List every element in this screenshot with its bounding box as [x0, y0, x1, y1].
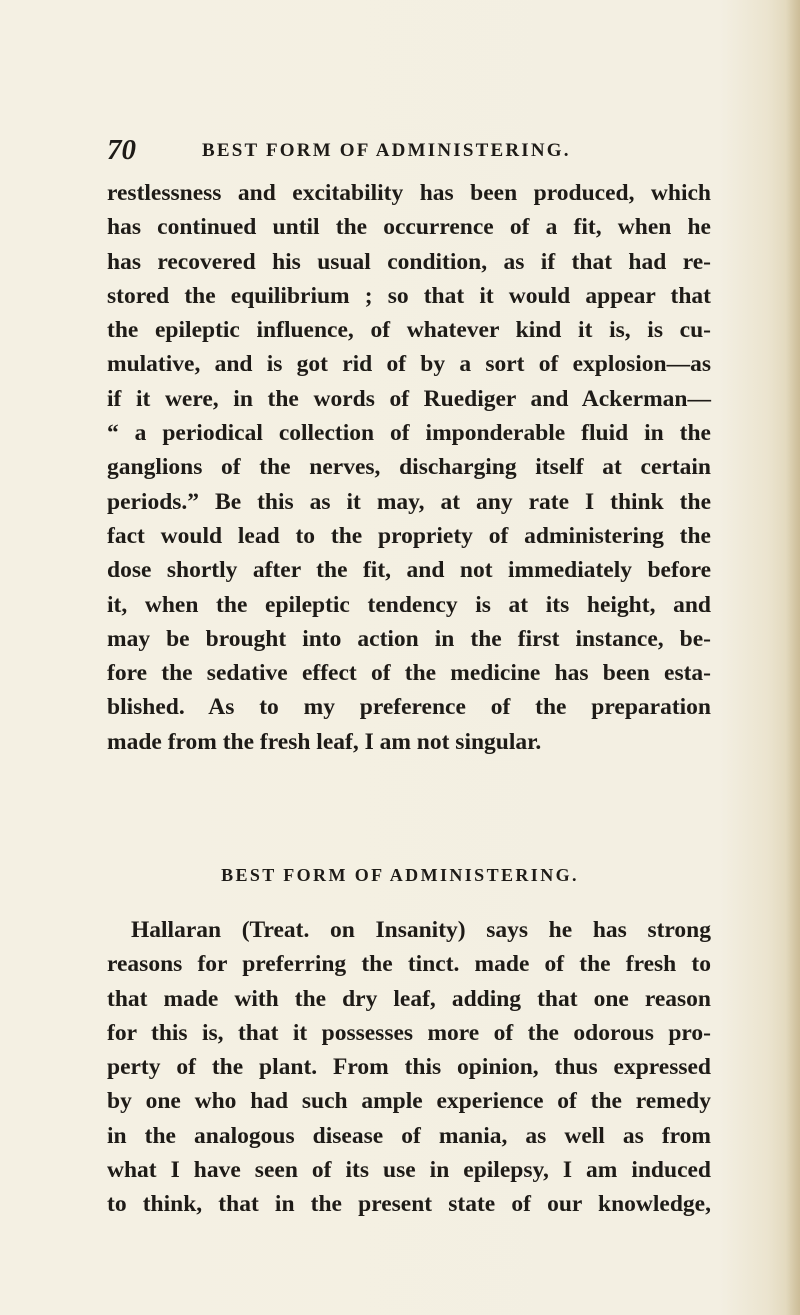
text-line: blished. As to my preference of the preparation: [107, 694, 711, 721]
text-line: that made with the dry leaf, adding that one reason: [107, 985, 711, 1012]
text-line: restlessness and excitability has been produced, which: [107, 180, 711, 206]
text-line: “ a periodical collection of imponderable fluid in the: [107, 420, 711, 447]
text-line: may be brought into action in the first instance, be-: [107, 625, 711, 652]
text-line: to think, that in the present state of our knowledge,: [107, 1191, 711, 1218]
text-line: Hallaran (Treat. on Insanity) says he has strong: [131, 917, 711, 943]
text-line: it, when the epileptic tendency is at its height, and: [107, 591, 711, 618]
text-line: fact would lead to the propriety of administering the: [107, 522, 711, 549]
text-line: reasons for preferring the tinct. made of the fresh to: [107, 951, 711, 978]
running-head: [107, 134, 707, 174]
text-line: in the analogous disease of mania, as well as from: [107, 1122, 711, 1149]
text-line: stored the equilibrium ; so that it would appear that: [107, 282, 711, 309]
text-line: periods.” Be this as it may, at any rate I think the: [107, 488, 711, 515]
text-line: if it were, in the words of Ruediger and Ackerman—: [107, 385, 711, 412]
running-head-title: BEST FORM OF ADMINISTERING.: [202, 140, 571, 161]
text-line: for this is, that it possesses more of the odorous pro-: [107, 1019, 711, 1046]
text-line: what I have seen of its use in epilepsy, I am induced: [107, 1157, 711, 1184]
paragraph-1: [107, 176, 711, 759]
text-line: by one who had such ample experience of the remedy: [107, 1088, 711, 1115]
section-heading: BEST FORM OF ADMINISTERING.: [221, 865, 579, 885]
text-line: has recovered his usual condition, as if that had re-: [107, 248, 711, 275]
text-line: the epileptic influence, of whatever kind it is, is cu-: [107, 317, 711, 344]
paragraph-2: [107, 913, 711, 1222]
text-line: has continued until the occurrence of a fit, when he: [107, 214, 711, 241]
page-number: 70: [107, 134, 136, 166]
text-line: made from the fresh leaf, I am not singular.: [107, 728, 542, 755]
text-line: fore the sedative effect of the medicine has been esta-: [107, 660, 711, 687]
text-line: dose shortly after the fit, and not immediately before: [107, 557, 711, 584]
page-edge-shadow: [786, 0, 800, 1315]
text-line: perty of the plant. From this opinion, thus expressed: [107, 1054, 711, 1081]
text-line: mulative, and is got rid of by a sort of explosion—as: [107, 351, 711, 378]
text-line: ganglions of the nerves, discharging itself at certain: [107, 454, 711, 481]
